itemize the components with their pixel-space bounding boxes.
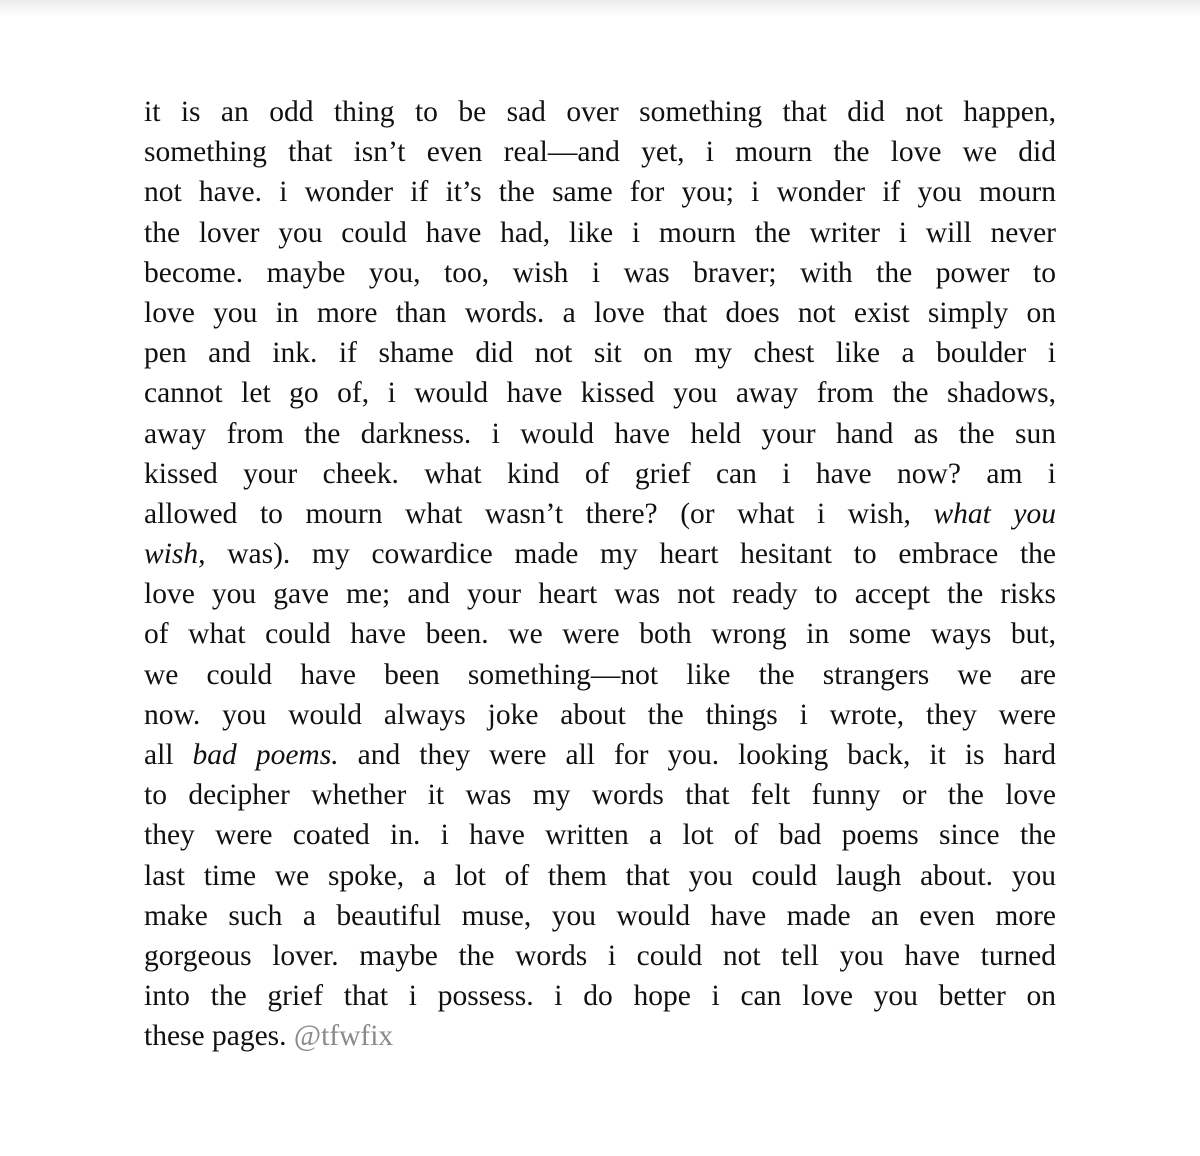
poem-line-20: last time we spoke, a lot of them that you could laugh about. you — [144, 859, 1056, 892]
poem-line-21: make such a beautiful muse, you would have made an even more — [144, 899, 1056, 932]
poem-line-22: gorgeous lover. maybe the words i could not tell you have turned — [144, 939, 1056, 972]
poem-line-10: kissed your cheek. what kind of grief can i have now? am i — [144, 457, 1056, 490]
poem-line-16: now. you would always joke about the things i wrote, they were — [144, 698, 1056, 731]
poem-text-block — [144, 92, 1056, 1057]
poem-line-8: cannot let go of, i would have kissed you away from the shadows, — [144, 377, 1056, 410]
poem-line-14: of what could have been. we were both wrong in some ways but, — [144, 618, 1056, 651]
poem-line-24-text: these pages. — [144, 1020, 294, 1053]
poem-line-12-italic: wish, — [144, 538, 206, 571]
poem-line-24 — [144, 1016, 1056, 1056]
poem-line-11-text: allowed to mourn what wasn’t there? (or what i wish, — [144, 497, 934, 530]
poem-line-11 — [144, 494, 1056, 534]
poem-line-17-text-a: all — [144, 739, 193, 771]
poem-line-23: into the grief that i possess. i do hope i can love you better on — [144, 980, 1056, 1013]
poem-line-7: pen and ink. if shame did not sit on my chest like a boulder i — [144, 337, 1056, 370]
poem-line-3: not have. i wonder if it’s the same for you; i wonder if you mourn — [144, 176, 1056, 209]
poem-line-5: become. maybe you, too, wish i was braver; with the power to — [144, 256, 1056, 289]
poem-line-9: away from the darkness. i would have held your hand as the sun — [144, 417, 1056, 450]
poem-line-2: something that isn’t even real—and yet, i mourn the love we did — [144, 136, 1056, 169]
poem-line-12 — [144, 534, 1056, 574]
author-handle: @tfwfix — [293, 1020, 394, 1053]
poem-line-12-text: was). my cowardice made my heart hesitant to embrace the — [205, 538, 1056, 571]
poem-line-13: love you gave me; and your heart was not ready to accept the risks — [144, 578, 1056, 611]
poem-line-15: we could have been something—not like the strangers we are — [144, 658, 1056, 691]
poem-line-17 — [144, 735, 1056, 775]
poem-line-11-italic: what you — [933, 497, 1056, 530]
top-shadow — [0, 0, 1200, 18]
poem-line-1: it is an odd thing to be sad over something that did not happen, — [144, 96, 1056, 128]
poem-line-17-text-b: and they were all for you. looking back, it is hard — [338, 739, 1056, 771]
poem-line-6: love you in more than words. a love that does not exist simply on — [144, 296, 1056, 329]
poem-line-17-italic: bad poems. — [192, 739, 339, 771]
poem-line-18: to decipher whether it was my words that felt funny or the love — [144, 779, 1056, 812]
poem-line-19: they were coated in. i have written a lot of bad poems since the — [144, 819, 1056, 852]
poem-line-4: the lover you could have had, like i mourn the writer i will never — [144, 216, 1056, 249]
